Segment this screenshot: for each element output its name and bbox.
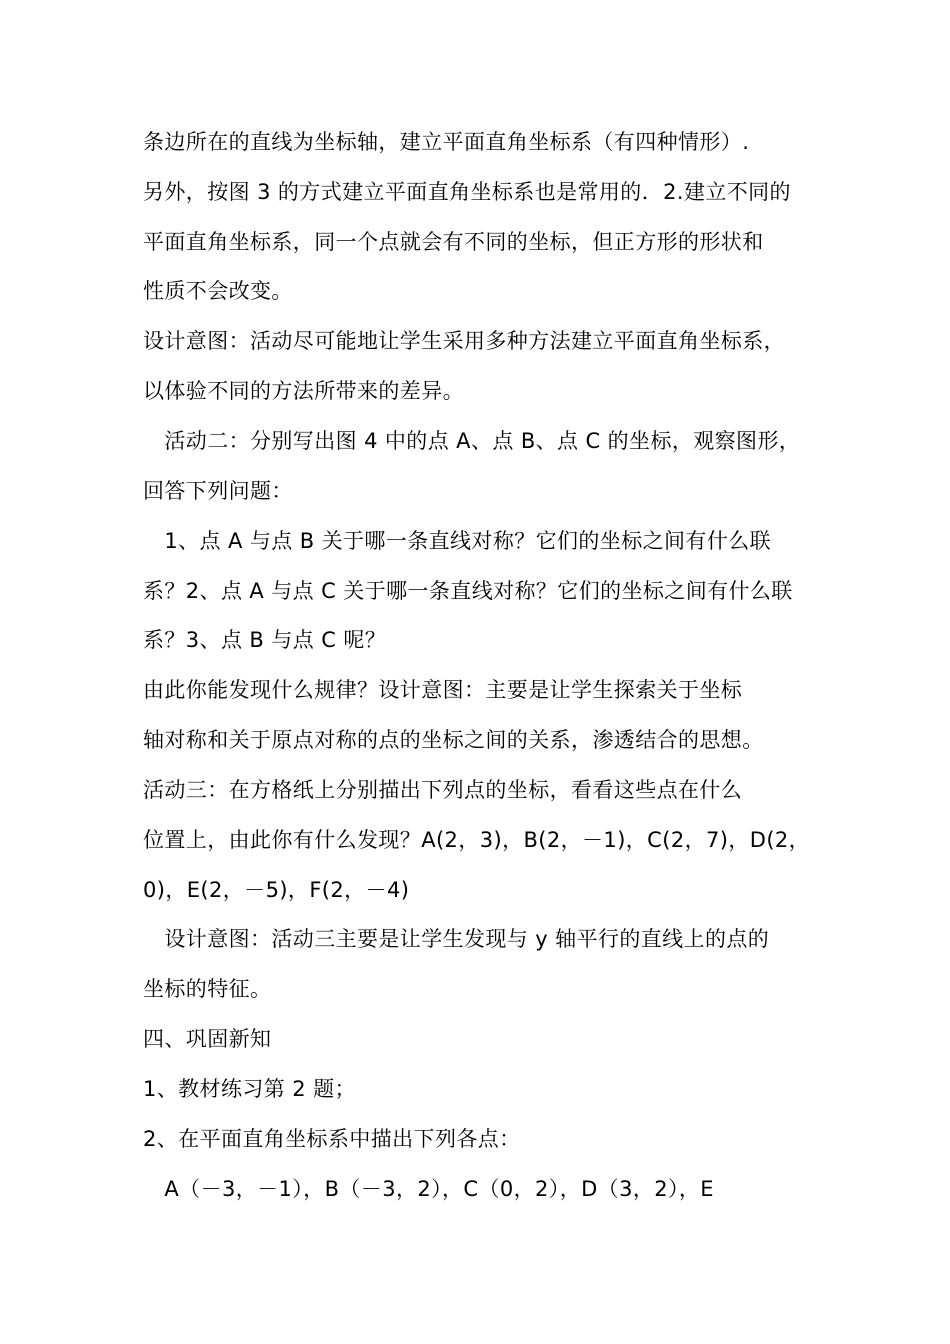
text-line-15: 位置上，由此你有什么发现？A(2，3)，B(2，－1)，C(2，7)，D(2， <box>143 828 811 852</box>
text-line-21: 2、在平面直角坐标系中描出下列各点： <box>143 1127 521 1151</box>
text-line-10: 系？2、点 A 与点 C 关于哪一条直线对称？它们的坐标之间有什么联 <box>143 579 793 603</box>
text-line-4: 性质不会改变。 <box>143 279 293 303</box>
text-line-14: 活动三：在方格纸上分别描出下列点的坐标，看看这些点在什么 <box>143 778 743 802</box>
text-line-1: 条边所在的直线为坐标轴，建立平面直角坐标系（有四种情形）. <box>143 130 750 154</box>
text-line-18: 坐标的特征。 <box>143 977 272 1001</box>
text-line-12: 由此你能发现什么规律？设计意图：主要是让学生探索关于坐标 <box>143 678 743 702</box>
text-line-17: 设计意图：活动三主要是让学生发现与 y 轴平行的直线上的点的 <box>143 927 770 951</box>
text-line-16: 0)，E(2，－5)，F(2，－4) <box>143 878 410 902</box>
text-line-13: 轴对称和关于原点对称的点的坐标之间的关系，渗透结合的思想。 <box>143 728 764 752</box>
text-line-19: 四、巩固新知 <box>143 1027 272 1051</box>
text-line-11: 系？3、点 B 与点 C 呢？ <box>143 628 387 652</box>
text-line-5: 设计意图：活动尽可能地让学生采用多种方法建立平面直角坐标系， <box>143 329 785 353</box>
text-line-22: A（－3，－1），B（－3，2），C（0，2），D（3，2），E <box>143 1177 714 1201</box>
text-line-3: 平面直角坐标系，同一个点就会有不同的坐标，但正方形的形状和 <box>143 230 764 254</box>
text-line-20: 1、教材练习第 2 题； <box>143 1077 356 1101</box>
text-line-8: 回答下列问题： <box>143 479 293 503</box>
text-line-7: 活动二：分别写出图 4 中的点 A、点 B、点 C 的坐标，观察图形， <box>143 429 801 453</box>
text-line-9: 1、点 A 与点 B 关于哪一条直线对称？它们的坐标之间有什么联 <box>143 529 772 553</box>
text-line-6: 以体验不同的方法所带来的差异。 <box>143 379 464 403</box>
text-line-2: 另外，按图 3 的方式建立平面直角坐标系也是常用的．2.建立不同的 <box>143 180 791 204</box>
